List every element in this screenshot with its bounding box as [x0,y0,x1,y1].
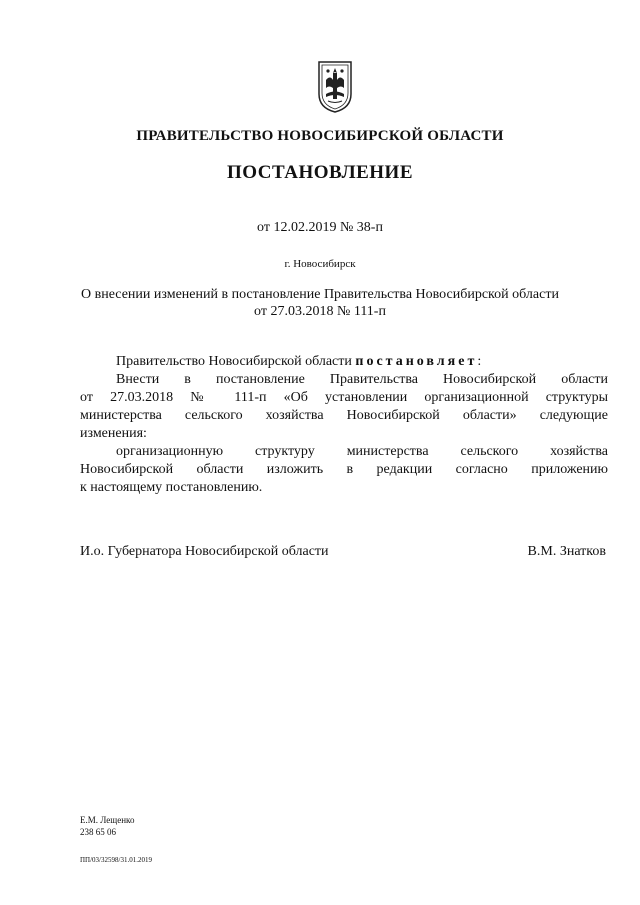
signatory-position: И.о. Губернатора Новосибирской области [80,544,329,559]
executor-name: Е.М. Лещенко [80,815,135,825]
coat-of-arms-icon [316,58,354,114]
subject-line: от 27.03.2018 № 111-п [254,304,386,319]
paragraph-line: от 27.03.2018 № 111-п «Об установлении организационной структуры [80,390,608,405]
executor-phone: 238 65 06 [80,827,116,837]
document-subject [0,286,640,320]
paragraph-line: Внести в постановление Правительства Новосибирской области [116,372,608,387]
paragraph-line: Новосибирской области изложить в редакции согласно приложению [80,462,608,477]
decree-intro [80,353,608,371]
paragraph-line: к настоящему постановлению. [80,480,263,495]
document-date-number: от 12.02.2019 № 38-п [257,220,383,235]
signatory-name: В.М. Знатков [527,544,606,559]
registration-code: ПП/03/32598/31.01.2019 [80,856,152,864]
subject-line: О внесении изменений в постановление Правительства Новосибирской области [81,287,559,302]
document-city: г. Новосибирск [284,258,356,270]
paragraph-line: изменения: [80,426,147,441]
document-type-title: ПОСТАНОВЛЕНИЕ [226,162,414,183]
organization-title: ПРАВИТЕЛЬСТВО НОВОСИБИРСКОЙ ОБЛАСТИ [136,128,504,144]
paragraph-line: организационную структуру министерства сельского хозяйства [116,444,608,459]
decree-colon: : [477,354,482,369]
paragraph-line: министерства сельского хозяйства Новосибирской области» следующие [80,408,608,423]
intro-text: Правительство Новосибирской области [116,354,352,369]
document-body [80,353,608,497]
decree-word: постановляет [355,354,478,369]
